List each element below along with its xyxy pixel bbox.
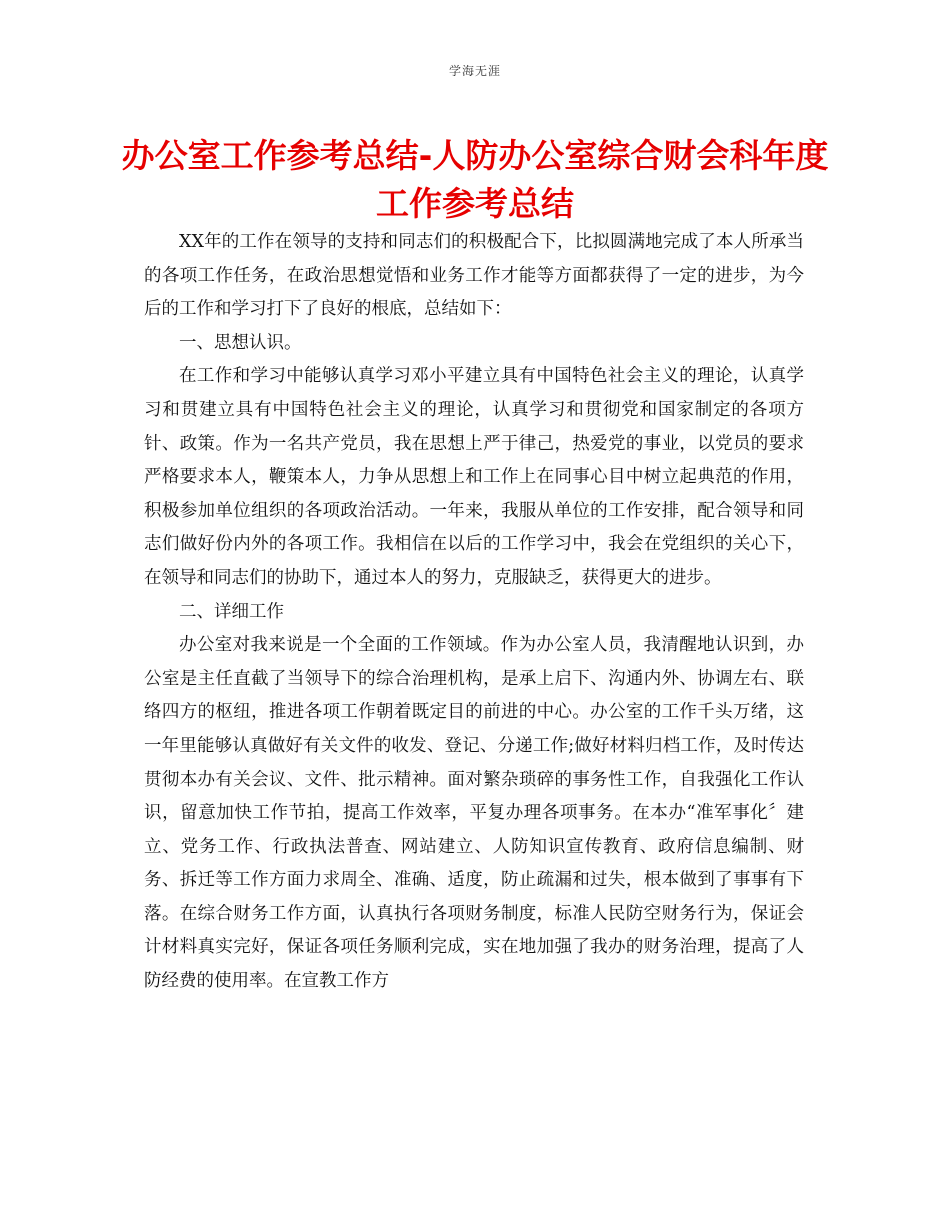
document-title [120, 132, 830, 228]
document-title-line-1: 办公室工作参考总结-人防办公室综合财会科年度 [121, 136, 829, 175]
page-header: 学海无涯 [448, 64, 501, 78]
document-body [144, 226, 804, 999]
section-heading-detailed-work: 二、详细工作 [179, 601, 284, 622]
intro-paragraph: XX年的工作在领导的支持和同志们的积极配合下，比拟圆满地完成了本人所承当的各项工作任务，在政治思想觉悟和业务工作才能等方面都获得了一定的进步，为今后的工作和学习打下了良好的根底，总结如下： [144, 232, 804, 320]
section-heading-ideology: 一、思想认识。 [179, 332, 302, 353]
ideology-paragraph: 在工作和学习中能够认真学习邓小平建立具有中国特色社会主义的理论，认真学习和贯建立具有中国特色社会主义的理论，认真学习和贯彻党和国家制定的各项方针、政策。作为一名共产党员，我在思想上严于律己，热爱党的事业，以党员的要求严格要求本人，鞭策本人，力争从思想上和工作上在同事心目中树立起典范的作用，积极参加单位组织的各项政治活动。一年来，我服从单位的工作安排，配合领导和同志们做好份内外的各项工作。我相信在以后的工作学习中，我会在党组织的关心下，在领导和同志们的协助下，通过本人的努力，克服缺乏，获得更大的进步。 [144, 366, 804, 588]
document-title-line-2: 工作参考总结 [376, 184, 574, 223]
detailed-work-paragraph: 办公室对我来说是一个全面的工作领域。作为办公室人员，我清醒地认识到，办公室是主任直截了当领导下的综合治理机构，是承上启下、沟通内外、协调左右、联络四方的枢纽，推进各项工作朝着既定目的前进的中心。办公室的工作千头万绪，这一年里能够认真做好有关文件的收发、登记、分递工作;做好材料归档工作，及时传达贯彻本办有关会议、文件、批示精神。面对繁杂琐碎的事务性工作，自我强化工作认识，留意加快工作节拍，提高工作效率，平复办理各项事务。在本办“准军事化〞建立、党务工作、行政执法普查、网站建立、人防知识宣传教育、政府信息编制、财务、拆迁等工作方面力求周全、准确、适度，防止疏漏和过失，根本做到了事事有下落。在综合财务工作方面，认真执行各项财务制度，标准人民防空财务行为，保证会计材料真实完好，保证各项任务顺利完成，实在地加强了我办的财务治理，提高了人防经费的使用率。在宣教工作方 [144, 635, 804, 992]
